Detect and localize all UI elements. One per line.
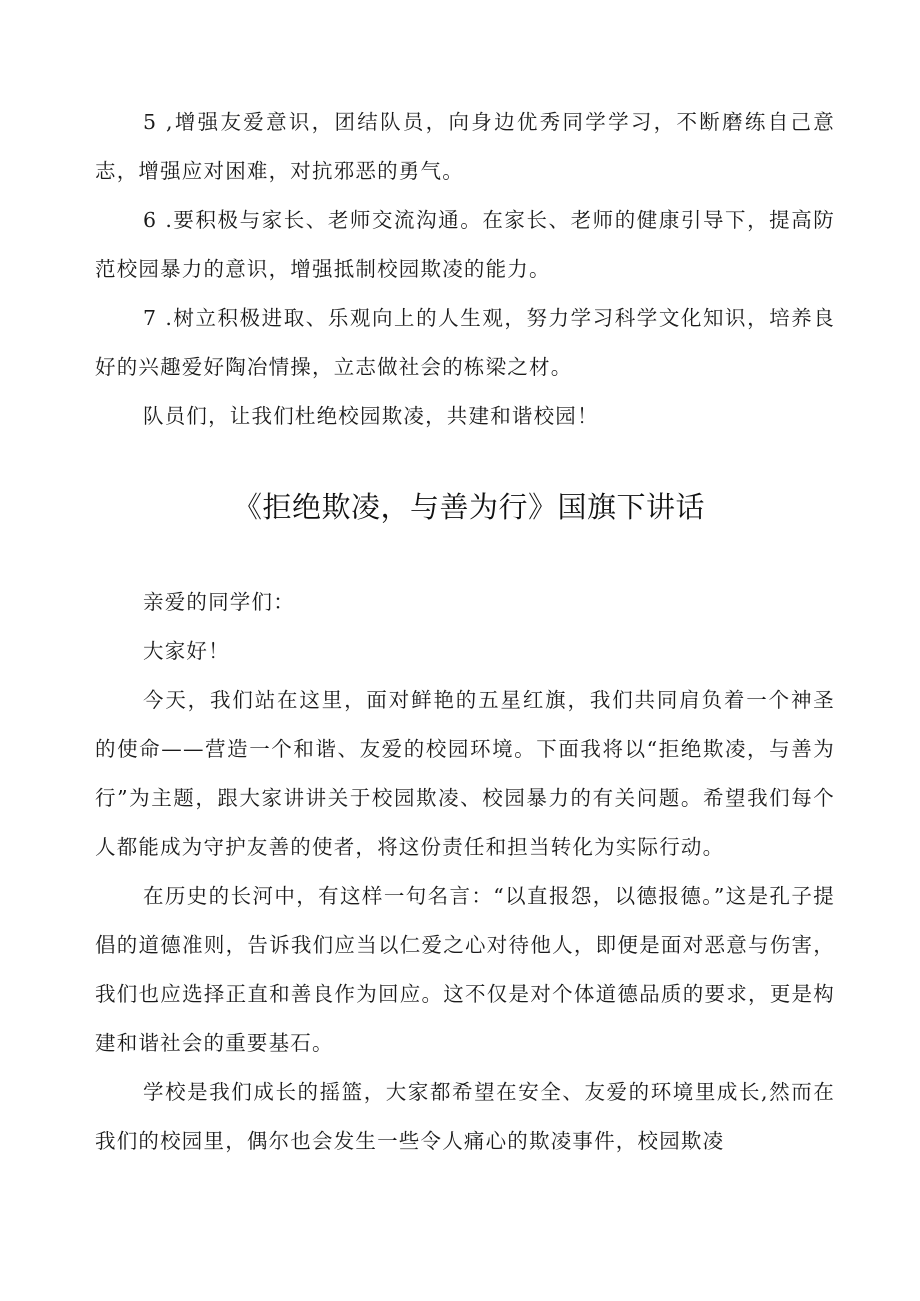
speech-body <box>95 578 835 1166</box>
pledge-item-7: 7 .树立积极进取、乐观向上的人生观，努力学习科学文化知识，培养良好的兴趣爱好陶冶情操，立志做社会的栋梁之材。 <box>95 306 835 379</box>
section-spacer <box>95 441 835 487</box>
document-body <box>95 98 835 1166</box>
speech-paragraph: 今天，我们站在这里，面对鲜艳的五星红旗，我们共同肩负着一个神圣的使命——营造一个和谐、友爱的校园环境。下面我将以“拒绝欺凌，与善为行”为主题，跟大家讲讲关于校园欺凌、校园暴力的有关问题。希望我们每个人都能成为守护友善的使者，将这份责任和担当转化为实际行动。 <box>95 688 835 859</box>
salutation: 亲爱的同学们： <box>143 590 295 614</box>
speech-title: 《拒绝欺凌，与善为行》国旗下讲话 <box>232 490 705 524</box>
closing-call: 队员们，让我们杜绝校园欺凌，共建和谐校园！ <box>143 404 599 428</box>
speech-paragraph: 学校是我们成长的摇篮，大家都希望在安全、友爱的环境里成长,然而在我们的校园里，偶尔也会发生一些令人痛心的欺凌事件，校园欺凌 <box>95 1080 835 1153</box>
title-spacer <box>95 527 835 578</box>
pledge-item-6: 6 .要积极与家长、老师交流沟通。在家长、老师的健康引导下，提高防范校园暴力的意识，增强抵制校园欺凌的能力。 <box>95 208 835 281</box>
speech-paragraph: 在历史的长河中，有这样一句名言：“以直报怨，以德报德。”这是孔子提倡的道德准则，告诉我们应当以仁爱之心对待他人，即便是面对恶意与伤害，我们也应选择正直和善良作为回应。这不仅是对个体道德品质的要求，更是构建和谐社会的重要基石。 <box>95 884 835 1055</box>
greeting: 大家好！ <box>143 639 230 663</box>
pledge-item-5: 5 ,增强友爱意识，团结队员，向身边优秀同学学习，不断磨练自己意志，增强应对困难，对抗邪恶的勇气。 <box>95 110 835 183</box>
